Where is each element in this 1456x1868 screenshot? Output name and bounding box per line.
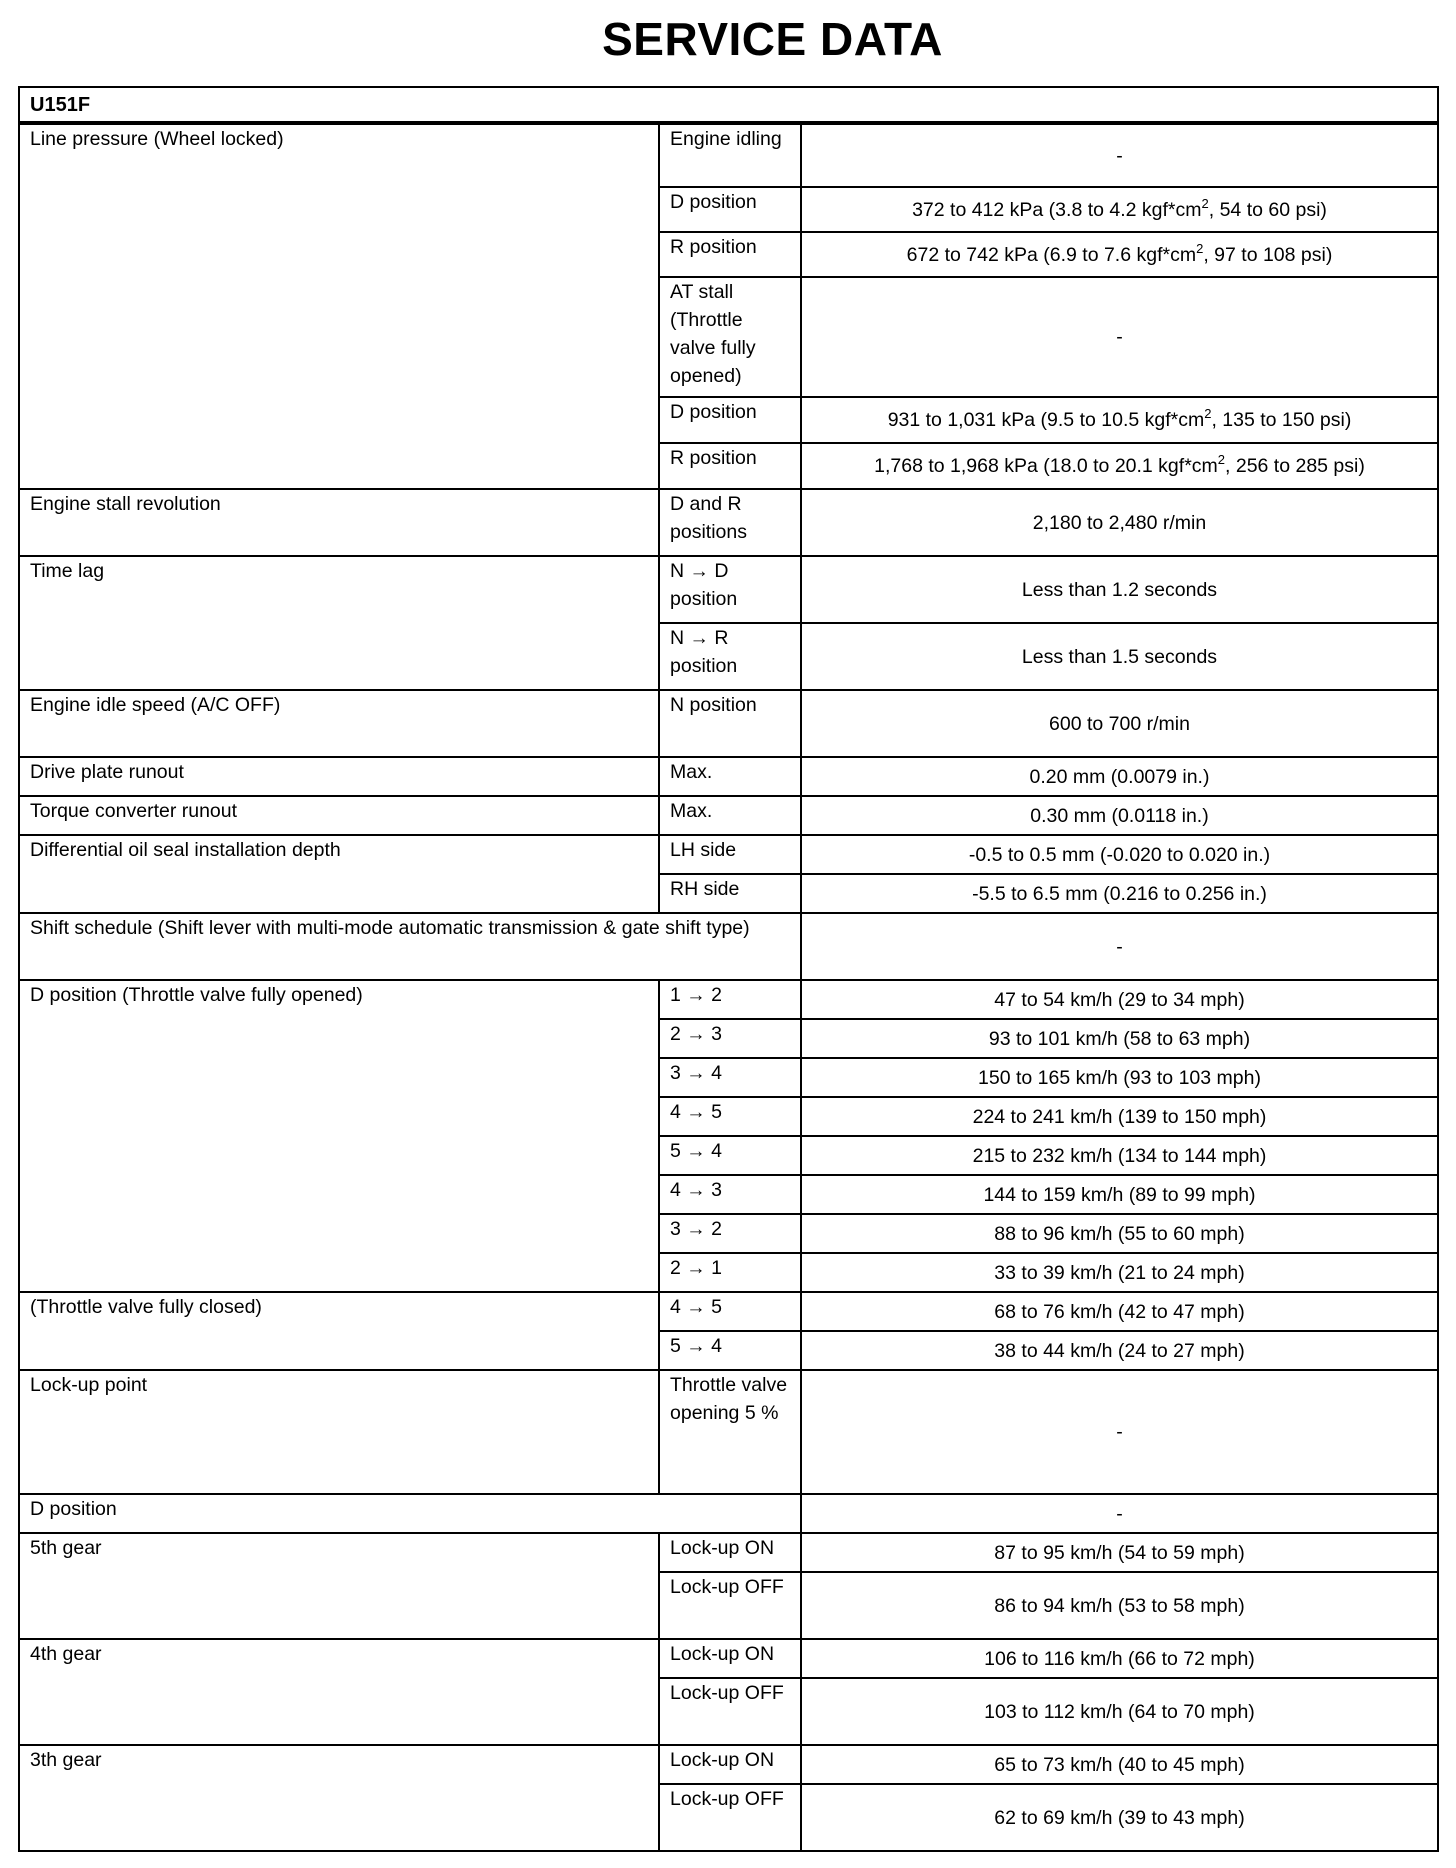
- value-cell: 1,768 to 1,968 kPa (18.0 to 20.1 $kgf*cm^2$, 256 to 285 psi): [801, 443, 1438, 489]
- table-row: [19, 1370, 1438, 1494]
- condition-cell: Lock-up OFF: [659, 1678, 801, 1745]
- item-label: Torque converter runout: [19, 796, 659, 835]
- table-row: [19, 123, 1438, 187]
- value-cell: 931 to 1,031 kPa (9.5 to 10.5 $kgf*cm^2$, 135 to 150 psi): [801, 397, 1438, 443]
- value-cell: 68 to 76 km/h (42 to 47 mph): [801, 1292, 1438, 1331]
- condition-cell: Max.: [659, 757, 801, 796]
- condition-cell: 5 → 4: [659, 1136, 801, 1175]
- table-row: [19, 690, 1438, 757]
- item-label: 3th gear: [19, 1745, 659, 1851]
- condition-cell: Lock-up ON: [659, 1745, 801, 1784]
- table-row: [19, 1494, 1438, 1533]
- value-cell: -: [801, 1370, 1438, 1494]
- value-cell: 33 to 39 km/h (21 to 24 mph): [801, 1253, 1438, 1292]
- condition-cell: Max.: [659, 796, 801, 835]
- table-row: [19, 1292, 1438, 1331]
- condition-cell: 3 → 2: [659, 1214, 801, 1253]
- condition-cell: N → D position: [659, 556, 801, 623]
- condition-cell: 2 → 3: [659, 1019, 801, 1058]
- service-data-table: [18, 86, 1439, 1852]
- table-row: [19, 835, 1438, 874]
- value-cell: Less than 1.2 seconds: [801, 556, 1438, 623]
- item-label: 5th gear: [19, 1533, 659, 1639]
- condition-cell: Lock-up OFF: [659, 1572, 801, 1639]
- table-row: [19, 796, 1438, 835]
- value-cell: 47 to 54 km/h (29 to 34 mph): [801, 980, 1438, 1019]
- value-cell: 144 to 159 km/h (89 to 99 mph): [801, 1175, 1438, 1214]
- value-cell: -: [801, 277, 1438, 397]
- condition-cell: Throttle valve opening 5 %: [659, 1370, 801, 1494]
- condition-cell: Engine idling: [659, 123, 801, 187]
- service-data-table-container: [18, 86, 1437, 1852]
- value-cell: Less than 1.5 seconds: [801, 623, 1438, 690]
- item-label: 4th gear: [19, 1639, 659, 1745]
- condition-cell: Lock-up OFF: [659, 1784, 801, 1851]
- table-row: [19, 757, 1438, 796]
- value-cell: -: [801, 913, 1438, 980]
- item-label: Differential oil seal installation depth: [19, 835, 659, 913]
- value-cell: 87 to 95 km/h (54 to 59 mph): [801, 1533, 1438, 1572]
- value-cell: 600 to 700 r/min: [801, 690, 1438, 757]
- condition-cell: Lock-up ON: [659, 1533, 801, 1572]
- value-cell: 88 to 96 km/h (55 to 60 mph): [801, 1214, 1438, 1253]
- condition-cell: RH side: [659, 874, 801, 913]
- value-cell: 86 to 94 km/h (53 to 58 mph): [801, 1572, 1438, 1639]
- condition-cell: D position: [659, 397, 801, 443]
- condition-cell: N position: [659, 690, 801, 757]
- item-label: Time lag: [19, 556, 659, 690]
- condition-cell: 4 → 5: [659, 1097, 801, 1136]
- item-label: Line pressure (Wheel locked): [19, 123, 659, 489]
- condition-cell: 2 → 1: [659, 1253, 801, 1292]
- condition-cell: R position: [659, 443, 801, 489]
- value-cell: 0.30 mm (0.0118 in.): [801, 796, 1438, 835]
- value-cell: 215 to 232 km/h (134 to 144 mph): [801, 1136, 1438, 1175]
- value-cell: 38 to 44 km/h (24 to 27 mph): [801, 1331, 1438, 1370]
- item-label: Lock-up point: [19, 1370, 659, 1494]
- value-cell: 93 to 101 km/h (58 to 63 mph): [801, 1019, 1438, 1058]
- table-row: [19, 556, 1438, 623]
- model-header-row: [19, 87, 1438, 123]
- value-cell: 62 to 69 km/h (39 to 43 mph): [801, 1784, 1438, 1851]
- model-name: U151F: [19, 87, 1438, 123]
- value-cell: 372 to 412 kPa (3.8 to 4.2 $kgf*cm^2$, 54 to 60 psi): [801, 187, 1438, 232]
- value-cell: 2,180 to 2,480 r/min: [801, 489, 1438, 556]
- table-row: [19, 980, 1438, 1019]
- value-cell: 150 to 165 km/h (93 to 103 mph): [801, 1058, 1438, 1097]
- item-label: Shift schedule (Shift lever with multi-mode automatic transmission & gate shift type): [19, 913, 801, 980]
- value-cell: -5.5 to 6.5 mm (0.216 to 0.256 in.): [801, 874, 1438, 913]
- value-cell: 224 to 241 km/h (139 to 150 mph): [801, 1097, 1438, 1136]
- table-row: [19, 1639, 1438, 1678]
- value-cell: 0.20 mm (0.0079 in.): [801, 757, 1438, 796]
- condition-cell: AT stall (Throttle valve fully opened): [659, 277, 801, 397]
- table-row: [19, 913, 1438, 980]
- condition-cell: LH side: [659, 835, 801, 874]
- item-label: Engine stall revolution: [19, 489, 659, 556]
- item-label: (Throttle valve fully closed): [19, 1292, 659, 1370]
- value-cell: 106 to 116 km/h (66 to 72 mph): [801, 1639, 1438, 1678]
- condition-cell: 1 → 2: [659, 980, 801, 1019]
- condition-cell: Lock-up ON: [659, 1639, 801, 1678]
- value-cell: -: [801, 123, 1438, 187]
- item-label: Drive plate runout: [19, 757, 659, 796]
- value-cell: -: [801, 1494, 1438, 1533]
- value-cell: 672 to 742 kPa (6.9 to 7.6 $kgf*cm^2$, 97 to 108 psi): [801, 232, 1438, 277]
- value-cell: -0.5 to 0.5 mm (-0.020 to 0.020 in.): [801, 835, 1438, 874]
- condition-cell: R position: [659, 232, 801, 277]
- table-row: [19, 1533, 1438, 1572]
- item-label: Engine idle speed (A/C OFF): [19, 690, 659, 757]
- value-cell: 103 to 112 km/h (64 to 70 mph): [801, 1678, 1438, 1745]
- page-title: SERVICE DATA: [602, 13, 943, 65]
- table-row: [19, 1745, 1438, 1784]
- condition-cell: D position: [659, 187, 801, 232]
- item-label: D position: [19, 1494, 801, 1533]
- table-row: [19, 489, 1438, 556]
- condition-cell: 4 → 5: [659, 1292, 801, 1331]
- condition-cell: 5 → 4: [659, 1331, 801, 1370]
- condition-cell: 3 → 4: [659, 1058, 801, 1097]
- value-cell: 65 to 73 km/h (40 to 45 mph): [801, 1745, 1438, 1784]
- condition-cell: 4 → 3: [659, 1175, 801, 1214]
- condition-cell: D and R positions: [659, 489, 801, 556]
- item-label: D position (Throttle valve fully opened): [19, 980, 659, 1292]
- condition-cell: N → R position: [659, 623, 801, 690]
